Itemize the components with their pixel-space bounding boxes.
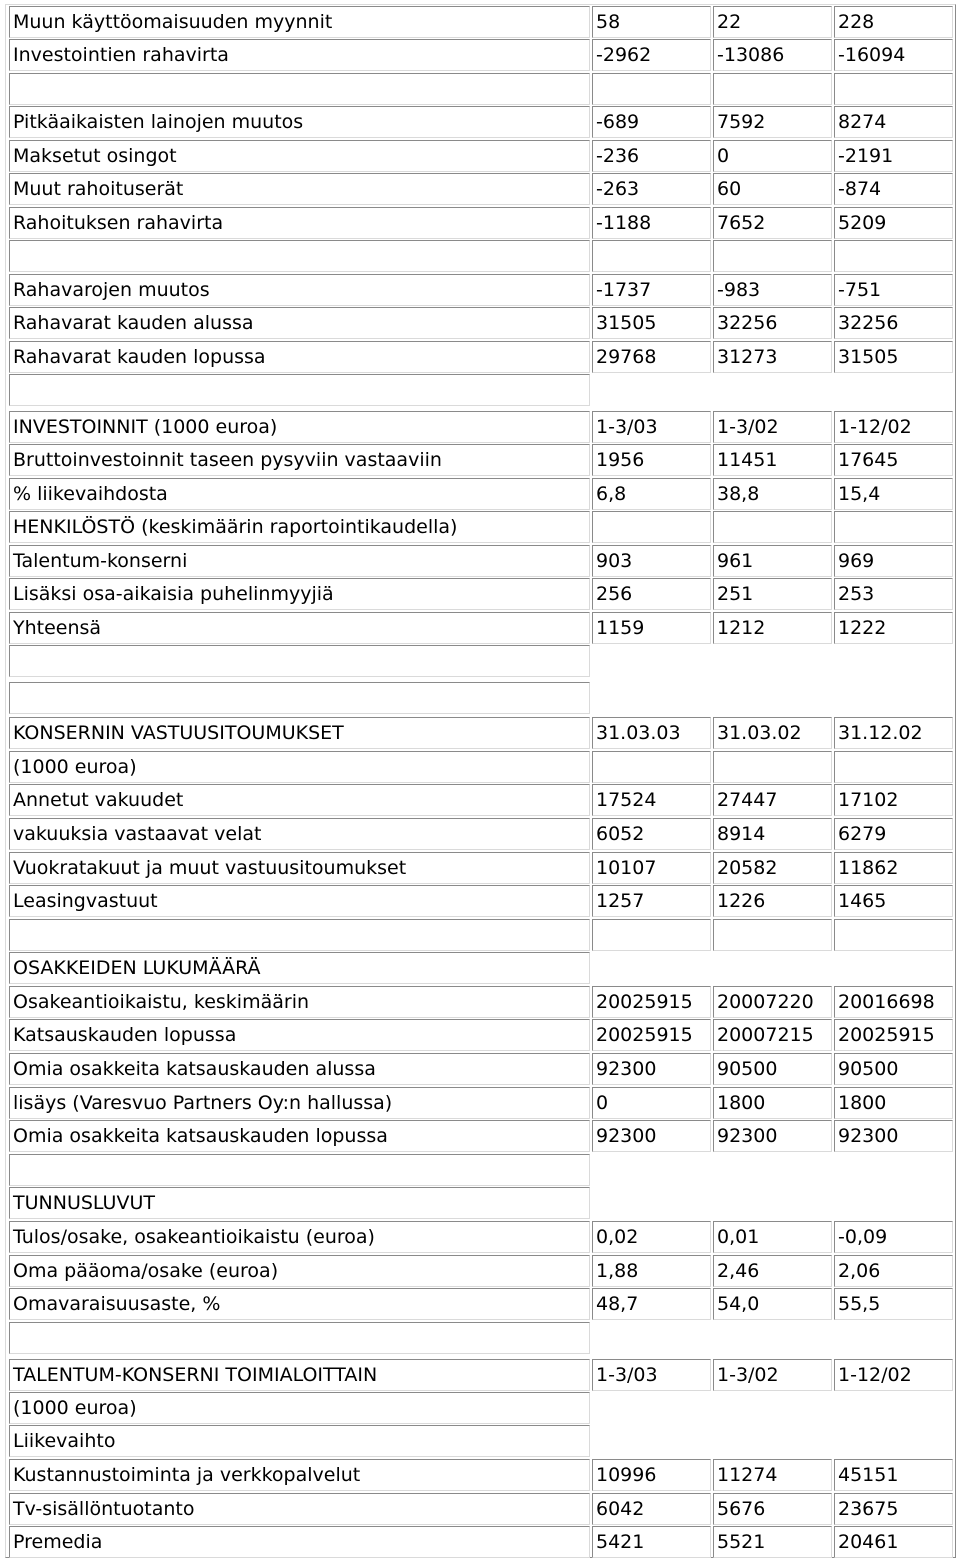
value-cell-2: 32256: [713, 307, 832, 339]
table-row: [0, 1493, 960, 1525]
value-cell-1: [592, 240, 711, 272]
value-cell-2: 54,0: [713, 1288, 832, 1320]
value-cell-1: 31505: [592, 307, 711, 339]
row-label-cell: Omavaraisuusaste, %: [9, 1288, 590, 1320]
value-cell-2: 1800: [713, 1087, 832, 1119]
value-cell-3: 1-12/02: [834, 411, 953, 443]
value-cell-1: -236: [592, 140, 711, 172]
table-row: [0, 986, 960, 1018]
value-cell-2: [713, 751, 832, 783]
value-cell-1: 1-3/03: [592, 1359, 711, 1391]
row-label-cell: HENKILÖSTÖ (keskimäärin raportointikaudella): [9, 511, 590, 543]
value-cell-3: [834, 919, 953, 951]
value-cell-2: [713, 73, 832, 105]
table-row: [0, 444, 960, 476]
table-row: [0, 6, 960, 38]
row-label-cell: [9, 374, 590, 406]
table-row: [0, 207, 960, 239]
row-label-cell: [9, 682, 590, 714]
row-label-cell: Tulos/osake, osakeantioikaistu (euroa): [9, 1221, 590, 1253]
value-cell-1: 256: [592, 578, 711, 610]
table-row: [0, 106, 960, 138]
row-label-cell: Rahavarojen muutos: [9, 274, 590, 306]
value-cell-1: -1188: [592, 207, 711, 239]
table-row: [0, 1359, 960, 1391]
table-row: [0, 645, 960, 677]
table-row: [0, 952, 960, 984]
value-cell-1: 0: [592, 1087, 711, 1119]
value-cell-2: 11274: [713, 1459, 832, 1491]
table-row: [0, 885, 960, 917]
value-cell-1: [592, 919, 711, 951]
value-cell-3: [834, 751, 953, 783]
value-cell-2: 961: [713, 545, 832, 577]
table-row: [0, 1322, 960, 1354]
row-label-cell: Premedia: [9, 1526, 590, 1558]
value-cell-2: 251: [713, 578, 832, 610]
value-cell-3: 11862: [834, 852, 953, 884]
value-cell-1: 20025915: [592, 1019, 711, 1051]
row-label-cell: [9, 645, 590, 677]
table-row: [0, 374, 960, 406]
row-label-cell: Muut rahoituserät: [9, 173, 590, 205]
table-row: [0, 682, 960, 714]
table-row: [0, 307, 960, 339]
row-label-cell: Pitkäaikaisten lainojen muutos: [9, 106, 590, 138]
value-cell-3: [834, 511, 953, 543]
value-cell-3: 23675: [834, 1493, 953, 1525]
value-cell-3: [834, 240, 953, 272]
value-cell-1: 92300: [592, 1053, 711, 1085]
value-cell-1: 48,7: [592, 1288, 711, 1320]
value-cell-2: -983: [713, 274, 832, 306]
table-row: [0, 1187, 960, 1219]
row-label-cell: TALENTUM-KONSERNI TOIMIALOITTAIN: [9, 1359, 590, 1391]
value-cell-3: 45151: [834, 1459, 953, 1491]
value-cell-2: 11451: [713, 444, 832, 476]
table-row: [0, 612, 960, 644]
value-cell-2: 60: [713, 173, 832, 205]
value-cell-1: 17524: [592, 784, 711, 816]
value-cell-3: 17102: [834, 784, 953, 816]
value-cell-1: 6052: [592, 818, 711, 850]
value-cell-3: 1465: [834, 885, 953, 917]
table-row: [0, 717, 960, 749]
row-label-cell: TUNNUSLUVUT: [9, 1187, 590, 1219]
row-label-cell: (1000 euroa): [9, 1392, 590, 1424]
table-row: [0, 1392, 960, 1424]
row-label-cell: % liikevaihdosta: [9, 478, 590, 510]
row-label-cell: Kustannustoiminta ja verkkopalvelut: [9, 1459, 590, 1491]
table-row: [0, 173, 960, 205]
value-cell-3: -874: [834, 173, 953, 205]
row-label-cell: Investointien rahavirta: [9, 39, 590, 71]
row-label-cell: Tv-sisällöntuotanto: [9, 1493, 590, 1525]
value-cell-1: [592, 751, 711, 783]
table-row: [0, 39, 960, 71]
row-label-cell: Maksetut osingot: [9, 140, 590, 172]
value-cell-3: 6279: [834, 818, 953, 850]
table-row: [0, 1526, 960, 1558]
value-cell-3: 17645: [834, 444, 953, 476]
row-label-cell: Osakeantioikaistu, keskimäärin: [9, 986, 590, 1018]
value-cell-1: 1159: [592, 612, 711, 644]
table-row: [0, 1087, 960, 1119]
row-label-cell: Leasingvastuut: [9, 885, 590, 917]
value-cell-2: 92300: [713, 1120, 832, 1152]
table-row: [0, 73, 960, 105]
table-row: [0, 784, 960, 816]
table-row: [0, 341, 960, 373]
value-cell-1: 1,88: [592, 1255, 711, 1287]
value-cell-2: [713, 240, 832, 272]
table-row: [0, 274, 960, 306]
value-cell-3: 55,5: [834, 1288, 953, 1320]
value-cell-2: [713, 511, 832, 543]
value-cell-2: 90500: [713, 1053, 832, 1085]
table-row: [0, 1255, 960, 1287]
table-row: [0, 240, 960, 272]
row-label-cell: Rahavarat kauden alussa: [9, 307, 590, 339]
table-row: [0, 1459, 960, 1491]
row-label-cell: Liikevaihto: [9, 1425, 590, 1457]
row-label-cell: Bruttoinvestoinnit taseen pysyviin vastaaviin: [9, 444, 590, 476]
row-label-cell: [9, 919, 590, 951]
row-label-cell: [9, 1154, 590, 1186]
value-cell-1: -263: [592, 173, 711, 205]
value-cell-3: 1222: [834, 612, 953, 644]
value-cell-3: 32256: [834, 307, 953, 339]
value-cell-2: 31.03.02: [713, 717, 832, 749]
value-cell-2: 1-3/02: [713, 411, 832, 443]
row-label-cell: Annetut vakuudet: [9, 784, 590, 816]
table-row: [0, 478, 960, 510]
value-cell-2: 5676: [713, 1493, 832, 1525]
value-cell-3: 253: [834, 578, 953, 610]
value-cell-2: 38,8: [713, 478, 832, 510]
table-row: [0, 578, 960, 610]
value-cell-3: [834, 73, 953, 105]
value-cell-1: 10996: [592, 1459, 711, 1491]
value-cell-3: 92300: [834, 1120, 953, 1152]
value-cell-2: 20582: [713, 852, 832, 884]
row-label-cell: vakuuksia vastaavat velat: [9, 818, 590, 850]
table-row: [0, 751, 960, 783]
value-cell-2: 1212: [713, 612, 832, 644]
value-cell-3: 20461: [834, 1526, 953, 1558]
value-cell-3: 228: [834, 6, 953, 38]
value-cell-1: -1737: [592, 274, 711, 306]
value-cell-2: 22: [713, 6, 832, 38]
value-cell-3: 1800: [834, 1087, 953, 1119]
table-row: [0, 511, 960, 543]
value-cell-2: 20007215: [713, 1019, 832, 1051]
value-cell-1: 1-3/03: [592, 411, 711, 443]
row-label-cell: Katsauskauden lopussa: [9, 1019, 590, 1051]
value-cell-2: 1-3/02: [713, 1359, 832, 1391]
table-row: [0, 1053, 960, 1085]
row-label-cell: Omia osakkeita katsauskauden lopussa: [9, 1120, 590, 1152]
value-cell-3: -751: [834, 274, 953, 306]
value-cell-1: 20025915: [592, 986, 711, 1018]
value-cell-2: [713, 919, 832, 951]
table-row: [0, 818, 960, 850]
row-label-cell: Lisäksi osa-aikaisia puhelinmyyjiä: [9, 578, 590, 610]
value-cell-1: 58: [592, 6, 711, 38]
value-cell-3: 20016698: [834, 986, 953, 1018]
row-label-cell: Oma pääoma/osake (euroa): [9, 1255, 590, 1287]
value-cell-3: 31505: [834, 341, 953, 373]
value-cell-2: 1226: [713, 885, 832, 917]
value-cell-2: 7592: [713, 106, 832, 138]
value-cell-1: 31.03.03: [592, 717, 711, 749]
row-label-cell: INVESTOINNIT (1000 euroa): [9, 411, 590, 443]
value-cell-1: 92300: [592, 1120, 711, 1152]
value-cell-3: 90500: [834, 1053, 953, 1085]
value-cell-3: 1-12/02: [834, 1359, 953, 1391]
value-cell-2: 7652: [713, 207, 832, 239]
value-cell-1: 6,8: [592, 478, 711, 510]
value-cell-3: 8274: [834, 106, 953, 138]
value-cell-2: -13086: [713, 39, 832, 71]
row-label-cell: [9, 240, 590, 272]
value-cell-1: 903: [592, 545, 711, 577]
table-row: [0, 1019, 960, 1051]
value-cell-2: 0: [713, 140, 832, 172]
value-cell-1: 10107: [592, 852, 711, 884]
value-cell-1: 29768: [592, 341, 711, 373]
table-row: [0, 1425, 960, 1457]
value-cell-3: 2,06: [834, 1255, 953, 1287]
table-row: [0, 1154, 960, 1186]
value-cell-2: 2,46: [713, 1255, 832, 1287]
value-cell-3: 31.12.02: [834, 717, 953, 749]
row-label-cell: Rahoituksen rahavirta: [9, 207, 590, 239]
value-cell-3: -2191: [834, 140, 953, 172]
row-label-cell: Muun käyttöomaisuuden myynnit: [9, 6, 590, 38]
value-cell-3: 15,4: [834, 478, 953, 510]
row-label-cell: [9, 1322, 590, 1354]
value-cell-3: -16094: [834, 39, 953, 71]
value-cell-1: -2962: [592, 39, 711, 71]
value-cell-1: -689: [592, 106, 711, 138]
value-cell-3: 20025915: [834, 1019, 953, 1051]
table-row: [0, 1221, 960, 1253]
value-cell-1: 6042: [592, 1493, 711, 1525]
row-label-cell: Talentum-konserni: [9, 545, 590, 577]
value-cell-2: 8914: [713, 818, 832, 850]
value-cell-3: 969: [834, 545, 953, 577]
value-cell-2: 31273: [713, 341, 832, 373]
table-row: [0, 852, 960, 884]
row-label-cell: Yhteensä: [9, 612, 590, 644]
value-cell-1: 0,02: [592, 1221, 711, 1253]
value-cell-3: 5209: [834, 207, 953, 239]
value-cell-3: -0,09: [834, 1221, 953, 1253]
value-cell-1: [592, 511, 711, 543]
table-row: [0, 411, 960, 443]
value-cell-1: 1956: [592, 444, 711, 476]
table-row: [0, 1120, 960, 1152]
row-label-cell: OSAKKEIDEN LUKUMÄÄRÄ: [9, 952, 590, 984]
row-label-cell: (1000 euroa): [9, 751, 590, 783]
table-row: [0, 545, 960, 577]
row-label-cell: Omia osakkeita katsauskauden alussa: [9, 1053, 590, 1085]
row-label-cell: [9, 73, 590, 105]
row-label-cell: Vuokratakuut ja muut vastuusitoumukset: [9, 852, 590, 884]
value-cell-2: 0,01: [713, 1221, 832, 1253]
value-cell-1: [592, 73, 711, 105]
row-label-cell: KONSERNIN VASTUUSITOUMUKSET: [9, 717, 590, 749]
row-label-cell: lisäys (Varesvuo Partners Oy:n hallussa): [9, 1087, 590, 1119]
table-row: [0, 1288, 960, 1320]
value-cell-2: 20007220: [713, 986, 832, 1018]
value-cell-2: 5521: [713, 1526, 832, 1558]
value-cell-2: 27447: [713, 784, 832, 816]
table-row: [0, 140, 960, 172]
value-cell-1: 1257: [592, 885, 711, 917]
row-label-cell: Rahavarat kauden lopussa: [9, 341, 590, 373]
value-cell-1: 5421: [592, 1526, 711, 1558]
table-row: [0, 919, 960, 951]
